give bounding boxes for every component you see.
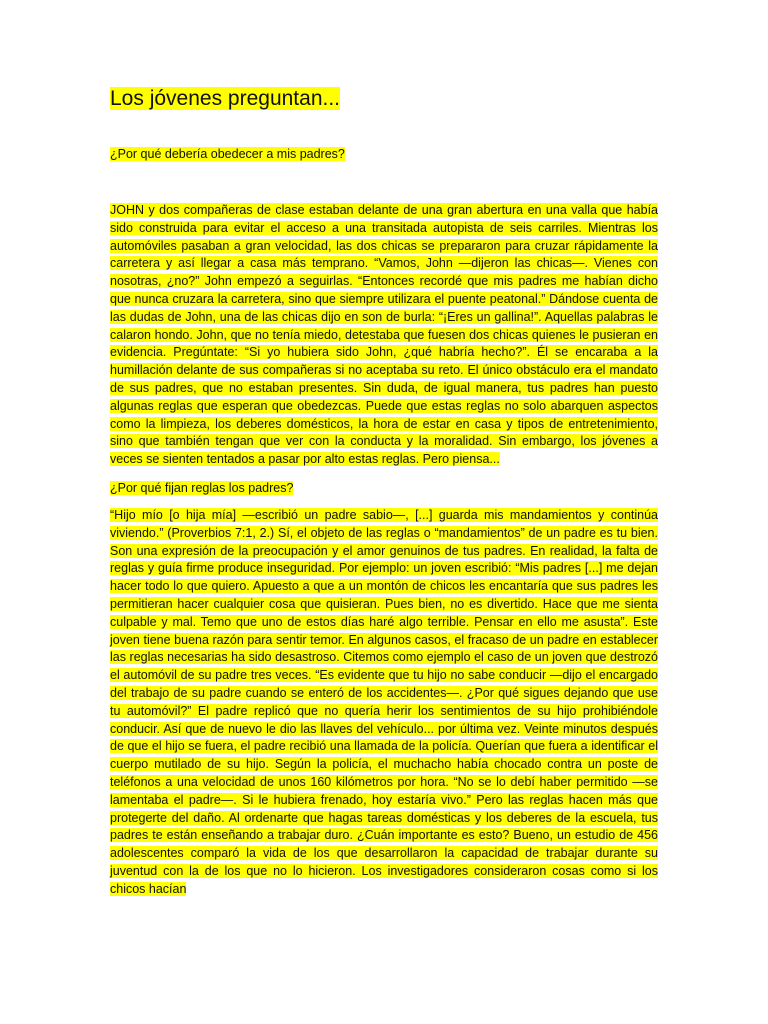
page-title [110, 86, 658, 112]
section-heading-1-text: ¿Por qué debería obedecer a mis padres? [110, 147, 345, 161]
paragraph-2-text: “Hijo mío [o hija mía] —escribió un padre sabio—, [...] guarda mis mandamientos y continúa viviendo.” (Proverbios 7:1, 2.) Sí, el objeto de las reglas o “mandamientos” de un padre es tu bien. Son una expresión de la preocupación y el amor genuinos de tus padres. En realidad, la falta de reglas y guía firme produce inseguridad. Por ejemplo: un joven escribió: “Mis padres [...] me dejan hacer todo lo que quiero. Apuesto a que a un montón de chicos les encantaría que sus padres les permitieran hacer cualquier cosa que quisieran. Pues bien, no es divertido. Hace que me sienta culpable y mal. Temo que uno de estos días haré algo terrible. Pensar en ello me asusta”. Este joven tiene buena razón para sentir temor. En algunos casos, el fracaso de un padre en establecer las reglas necesarias ha sido desastroso. Citemos como ejemplo el caso de un joven que destrozó el automóvil de su padre tres veces. “Es evidente que tu hijo no sabe conducir —dijo el encargado del trabajo de su padre cuando se enteró de los accidentes—. ¿Por qué sigues dejando que use tu automóvil?” El padre replicó que no quería herir los sentimientos de su hijo prohibiéndole conducir. Así que de nuevo le dio las llaves del vehículo... por última vez. Veinte minutos después de que el hijo se fuera, el padre recibió una llamada de la policía. Querían que fuera a identificar el cuerpo mutilado de su hijo. Según la policía, el muchacho había chocado contra un poste de teléfonos a una velocidad de unos 160 kilómetros por hora. “No se lo debí haber permitido —se lamentaba el padre—. Si le hubiera frenado, hoy estaría vivo.” Pero las reglas hacen más que protegerte del daño. Al ordenarte que hagas tareas domésticas y los deberes de la escuela, tus padres te están enseñando a trabajar duro. ¿Cuán importante es esto? Bueno, un estudio de 456 adolescentes comparó la vida de los que desarrollaron la capacidad de trabajar durante su juventud con la de los que no lo hicieron. Los investigadores consideraron cosas como si los chicos hacían [110, 507, 658, 896]
title-text: Los jóvenes preguntan... [110, 87, 340, 110]
section-heading-2 [110, 480, 658, 497]
paragraph-1 [110, 202, 658, 469]
paragraph-2 [110, 507, 658, 899]
document-page [110, 86, 658, 898]
paragraph-1-text: JOHN y dos compañeras de clase estaban delante de una gran abertura en una valla que había sido construida para evitar el acceso a una transitada autopista de seis carriles. Mientras los automóviles pasaban a gran velocidad, las dos chicas se prepararon para cruzar rápidamente la carretera y así llegar a casa más temprano. “Vamos, John —dijeron las chicas—. Vienes con nosotras, ¿no?” John empezó a seguirlas. “Entonces recordé que mis padres me habían dicho que nunca cruzara la carretera, sino que siempre utilizara el puente peatonal.” Dándose cuenta de las dudas de John, una de las chicas dijo en son de burla: “¡Eres un gallina!”. Aquellas palabras le calaron hondo. John, que no tenía miedo, detestaba que fuesen dos chicas quienes le pusieran en evidencia. Pregúntate: “Si yo hubiera sido John, ¿qué habría hecho?”. Él se encaraba a la humillación delante de sus compañeras si no aceptaba su reto. El único obstáculo era el mandato de sus padres, que no estaban presentes. Sin duda, de igual manera, tus padres han puesto algunas reglas que esperan que obedezcas. Puede que estas reglas no solo abarquen aspectos como la limpieza, los deberes domésticos, la hora de estar en casa y tipos de entretenimiento, sino que también tengan que ver con la conducta y la moralidad. Sin embargo, los jóvenes a veces se sienten tentados a pasar por alto estas reglas. Pero piensa... [110, 203, 658, 467]
section-heading-2-text: ¿Por qué fijan reglas los padres? [110, 480, 294, 495]
section-heading-1 [110, 146, 658, 163]
